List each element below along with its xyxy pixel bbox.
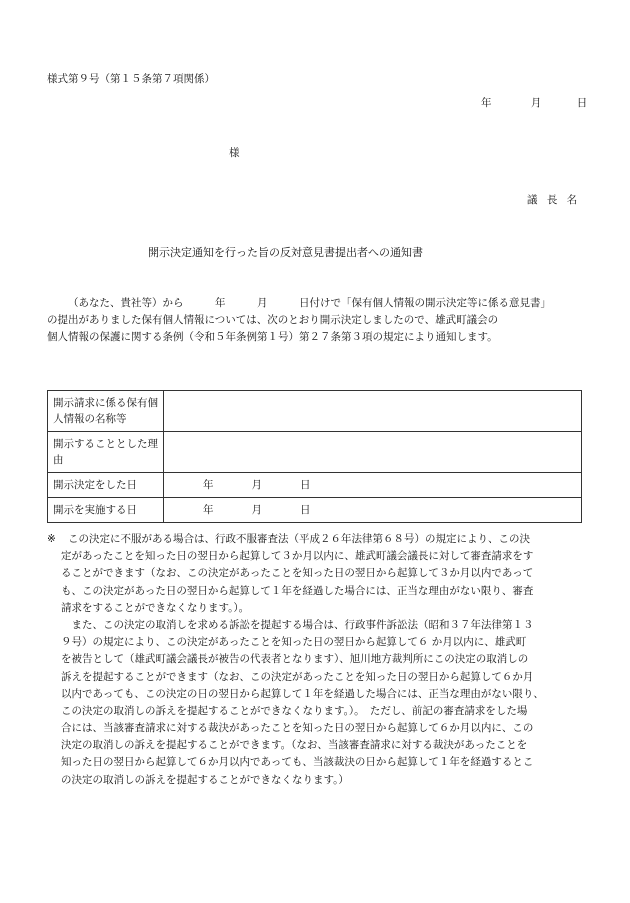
info-table [47, 390, 582, 523]
body-line: の提出がありました保有個人情報については、次のとおり開示決定しましたので、雄武町議会の [47, 314, 499, 326]
note-line: 以内であっても、この決定の日の翌日から起算して１年を経過した場合には、正当な理由がない限り、 [61, 687, 544, 700]
note-mark: ※ [47, 533, 56, 545]
note-line: も、この決定があった日の翌日から起算して１年を経過した場合には、正当な理由がない限り、審査 [61, 584, 534, 597]
note-line: この決定に不服がある場合は、行政不服審査法（平成２６年法律第６８号）の規定により、この決 [68, 533, 530, 545]
note-line: 請求をすることができなくなります。）。 [61, 601, 250, 614]
table-row [48, 473, 582, 498]
note-line: ることができます（なお、この決定があったことを知った日の翌日から起算して３か月以内であって [61, 567, 534, 580]
date-year: 年 [481, 97, 492, 109]
note-line: この決定の取消しの訴えを提起することができなくなります。）。 ただし、前記の審査請求をした場 [61, 704, 528, 717]
note-line: 知った日の翌日から起算して６か月以内であっても、当該裁決の日から起算して１年を経過するとこ [61, 756, 534, 769]
table-row [48, 432, 582, 473]
implementation-day: 日 [300, 504, 311, 516]
form-number: 様式第９号（第１５条第７項関係） [47, 73, 215, 85]
row-value-reason [164, 432, 582, 473]
document-title: 開示決定通知を行った旨の反対意見書提出者への通知書 [148, 246, 423, 259]
row-label-info-name: 開示請求に係る保有個人情報の名称等 [48, 391, 164, 432]
chairman-name: 議 長 名 [527, 194, 581, 206]
note-line: 訴えを提起することができます（なお、この決定があったことを知った日の翌日から起算して６か月 [61, 670, 534, 683]
note-line: また、この決定の取消しを求める訴訟を提起する場合は、行政事件訴訟法（昭和３７年法律第１３ [61, 618, 534, 631]
notice-section [47, 534, 592, 792]
date-line [481, 98, 587, 109]
table-row [48, 498, 582, 523]
note-line: を被告として（雄武町議会議長が被告の代表者となります）、旭川地方裁判所にこの決定の取消しの [61, 653, 529, 666]
row-value-info-name [164, 391, 582, 432]
row-label-decision-date: 開示決定をした日 [48, 473, 164, 498]
decision-day: 日 [300, 479, 311, 491]
body-text [47, 298, 587, 349]
implementation-month: 月 [251, 504, 262, 516]
row-value-decision-date [164, 473, 582, 498]
note-line: 合には、当該審査請求に対する裁決があったことを知った日の翌日から起算して６か月以内に、この [61, 722, 534, 735]
body-line: （あなた、貴社等）から 年 月 日付けで「保有個人情報の開示決定等に係る意見書」 [68, 297, 551, 309]
note-line: の決定の取消しの訴えを提起することができなくなります。） [61, 773, 349, 786]
row-value-implementation-date [164, 498, 582, 523]
date-month: 月 [530, 97, 542, 109]
implementation-year: 年 [203, 504, 214, 516]
addressee: 様 [229, 147, 240, 159]
table-row [48, 391, 582, 432]
note-line: 定があったことを知った日の翌日から起算して３か月以内に、雄武町議会議長に対して審査請求をす [61, 550, 534, 563]
row-label-reason: 開示することとした理由 [48, 432, 164, 473]
note-line: 決定の取消しの訴えを提起することができます。（なお、当該審査請求に対する裁決があったことを [61, 739, 528, 752]
note-line: ９号）の規定により、この決定があったことを知った日の翌日から起算して６ か月以内に、雄武町 [61, 636, 527, 649]
row-label-implementation-date: 開示を実施する日 [48, 498, 164, 523]
date-day: 日 [576, 97, 588, 109]
decision-month: 月 [251, 479, 262, 491]
body-line: 個人情報の保護に関する条例（令和５年条例第１号）第２７条第３項の規定により通知します。 [47, 331, 498, 343]
decision-year: 年 [203, 479, 214, 491]
